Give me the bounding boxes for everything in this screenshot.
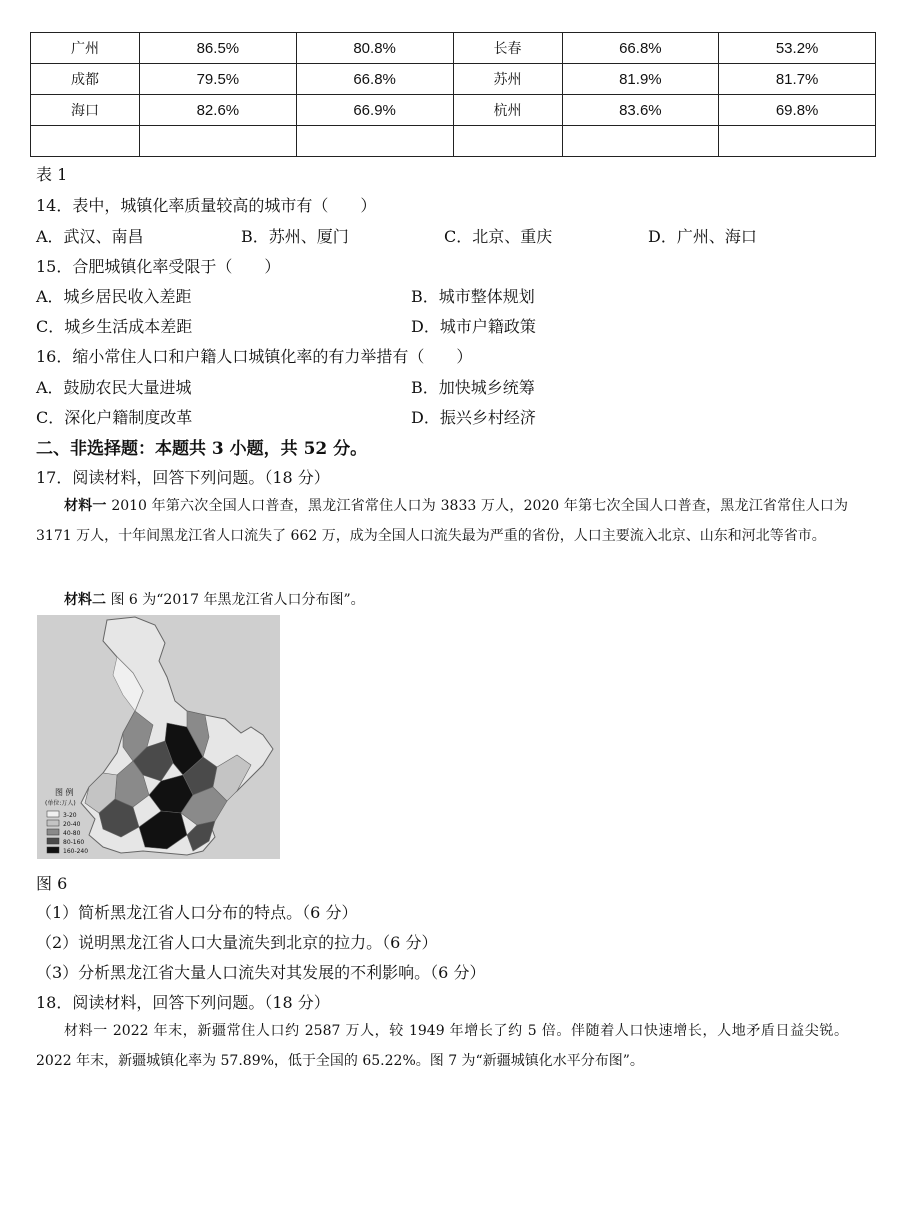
figure-caption: 图 6 bbox=[36, 874, 68, 893]
table-row bbox=[31, 33, 876, 64]
q16-option-d[interactable]: D．振兴乡村经济 bbox=[411, 408, 536, 427]
table-cell bbox=[719, 126, 876, 157]
table-cell bbox=[562, 126, 719, 157]
map-graphic bbox=[37, 615, 280, 859]
table-cell: 苏州 bbox=[453, 64, 562, 95]
q14-option-c[interactable]: C．北京、重庆 bbox=[444, 227, 553, 246]
urbanization-table bbox=[30, 32, 876, 157]
question-16-stem: 16．缩小常住人口和户籍人口城镇化率的有力举措有（ ） bbox=[36, 347, 473, 366]
q15-option-b[interactable]: B．城市整体规划 bbox=[411, 287, 535, 306]
question-18-stem: 18．阅读材料，回答下列问题。（18 分） bbox=[36, 993, 330, 1012]
legend-swatch bbox=[47, 811, 59, 817]
table-cell bbox=[453, 126, 562, 157]
table-cell: 81.7% bbox=[719, 64, 876, 95]
q17-subquestion-3: （3）分析黑龙江省大量人口流失对其发展的不利影响。（6 分） bbox=[36, 963, 486, 982]
q16-option-c[interactable]: C．深化户籍制度改革 bbox=[36, 408, 193, 427]
table-cell: 69.8% bbox=[719, 95, 876, 126]
table-cell: 66.9% bbox=[296, 95, 453, 126]
table-cell: 成都 bbox=[31, 64, 140, 95]
q17-material-1 bbox=[36, 491, 848, 551]
legend-label: 80-160 bbox=[63, 839, 85, 846]
legend-label: 3-20 bbox=[63, 812, 77, 819]
table-cell: 81.9% bbox=[562, 64, 719, 95]
table-cell bbox=[296, 126, 453, 157]
q15-option-d[interactable]: D．城市户籍政策 bbox=[411, 317, 536, 336]
q17-subquestion-2: （2）说明黑龙江省人口大量流失到北京的拉力。（6 分） bbox=[36, 933, 438, 952]
table-cell: 80.8% bbox=[296, 33, 453, 64]
table-caption: 表 1 bbox=[36, 165, 68, 184]
table-row bbox=[31, 64, 876, 95]
table-cell bbox=[140, 126, 297, 157]
material-label: 材料一 bbox=[64, 498, 107, 514]
table-cell: 86.5% bbox=[140, 33, 297, 64]
table-row-empty bbox=[31, 126, 876, 157]
legend-swatch bbox=[47, 820, 59, 826]
legend-title: 图 例 bbox=[55, 788, 74, 797]
q18-material-1: 材料一 2022 年末，新疆常住人口约 2587 万人，较 1949 年增长了约 5 倍。伴随着人口快速增长，人地矛盾日益尖锐。2022 年末，新疆城镇化率为 57.89%，低于全国的 65.22%。图 7 为“新疆城镇化水平分布图”。 bbox=[36, 1023, 848, 1069]
legend-unit: (单位:万人) bbox=[45, 800, 76, 807]
material-label: 材料二 bbox=[64, 592, 106, 608]
question-14-stem: 14．表中，城镇化率质量较高的城市有（ ） bbox=[36, 196, 377, 215]
q16-option-b[interactable]: B．加快城乡统筹 bbox=[411, 378, 535, 397]
table-row bbox=[31, 95, 876, 126]
question-17-stem: 17．阅读材料，回答下列问题。（18 分） bbox=[36, 468, 330, 487]
legend-label: 160-240 bbox=[63, 848, 89, 855]
q15-option-a[interactable]: A．城乡居民收入差距 bbox=[36, 287, 192, 306]
table-cell: 79.5% bbox=[140, 64, 297, 95]
table-cell: 长春 bbox=[453, 33, 562, 64]
material-text: 2010 年第六次全国人口普查，黑龙江省常住人口为 3833 万人，2020 年第七次全国人口普查，黑龙江省常住人口为 3171 万人，十年间黑龙江省人口流失了 662 万，成为全国人口流失最为严重的省份，人口主要流入北京、山东和河北等省市。 bbox=[36, 498, 848, 544]
q14-option-b[interactable]: B．苏州、厦门 bbox=[241, 227, 349, 246]
q15-option-c[interactable]: C．城乡生活成本差距 bbox=[36, 317, 193, 336]
legend-label: 40-80 bbox=[63, 830, 81, 837]
heilongjiang-population-map bbox=[37, 615, 280, 859]
q17-material-2 bbox=[36, 585, 848, 615]
table-cell: 海口 bbox=[31, 95, 140, 126]
table-cell: 53.2% bbox=[719, 33, 876, 64]
table-cell: 66.8% bbox=[296, 64, 453, 95]
q17-subquestion-1: （1）简析黑龙江省人口分布的特点。（6 分） bbox=[36, 903, 358, 922]
table-cell: 广州 bbox=[31, 33, 140, 64]
section-heading: 二、非选择题：本题共 3 小题，共 52 分。 bbox=[36, 439, 368, 459]
legend-label: 20-40 bbox=[63, 821, 81, 828]
table-cell: 82.6% bbox=[140, 95, 297, 126]
legend-swatch bbox=[47, 847, 59, 853]
legend-swatch bbox=[47, 838, 59, 844]
map-legend bbox=[47, 811, 88, 855]
legend-swatch bbox=[47, 829, 59, 835]
material-text: 图 6 为“2017 年黑龙江省人口分布图”。 bbox=[106, 592, 365, 608]
table-cell: 杭州 bbox=[453, 95, 562, 126]
question-15-stem: 15．合肥城镇化率受限于（ ） bbox=[36, 257, 281, 276]
q14-option-a[interactable]: A．武汉、南昌 bbox=[36, 227, 144, 246]
table-cell: 66.8% bbox=[562, 33, 719, 64]
table-cell bbox=[31, 126, 140, 157]
q16-option-a[interactable]: A．鼓励农民大量进城 bbox=[36, 378, 192, 397]
q14-option-d[interactable]: D．广州、海口 bbox=[648, 227, 757, 246]
table-cell: 83.6% bbox=[562, 95, 719, 126]
